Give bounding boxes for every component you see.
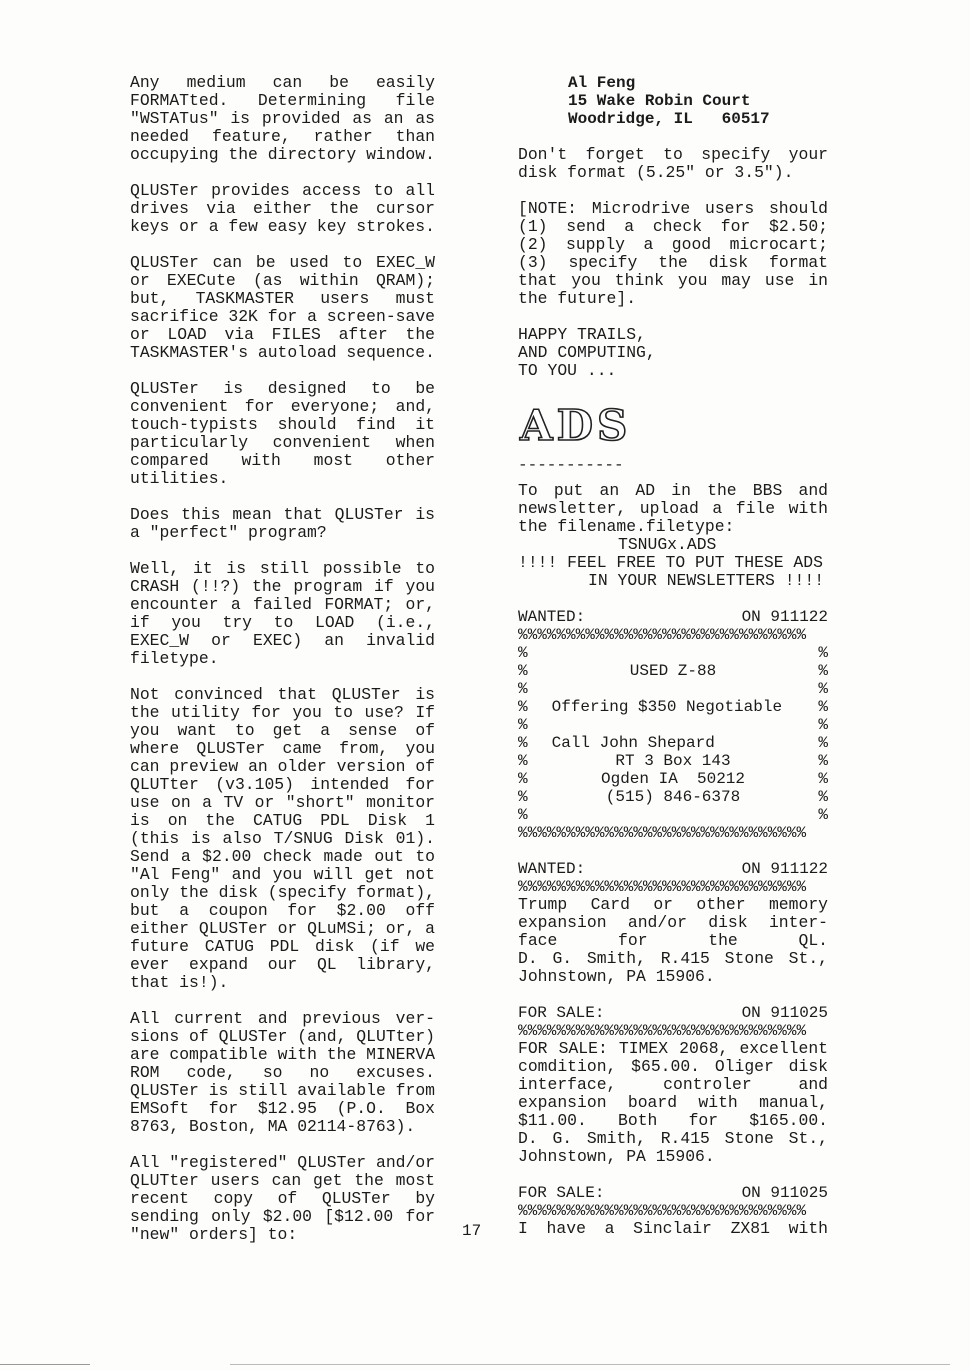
percent-mark: % — [518, 752, 528, 770]
text-line: newsletter, upload a file with — [518, 499, 828, 518]
text-line: Trump Card or other memory — [518, 895, 828, 914]
text-line: Johnstown, PA 15906. — [518, 1147, 715, 1166]
disk-format-note — [518, 146, 828, 182]
percent-mark: % — [818, 644, 828, 662]
text-line: "WSTATus" is provided as an as — [130, 109, 435, 128]
ad-box-row — [518, 752, 828, 770]
text-line: (1) send a check for $2.50; — [518, 217, 828, 236]
signoff-line: HAPPY TRAILS, — [518, 325, 646, 344]
article-paragraph — [130, 1010, 435, 1136]
text-line: Any medium can be easily — [130, 73, 435, 92]
text-line: CRASH (!!?) the program if you — [130, 577, 435, 596]
text-line: comdition, $65.00. Oliger disk — [518, 1057, 828, 1076]
text-line: the future]. — [518, 289, 637, 308]
signoff-line: TO YOU ... — [518, 361, 617, 380]
ad-header — [518, 1184, 828, 1202]
percent-mark: % — [818, 716, 828, 734]
article-paragraph — [130, 1154, 435, 1244]
ad-box-text: Ogden IA 50212 — [600, 770, 746, 788]
address-name: Al Feng — [568, 74, 636, 92]
text-line: D. G. Smith, R.415 Stone St., — [518, 949, 828, 968]
text-line: QLUSTer is designed to be — [130, 379, 435, 398]
article-paragraph — [130, 254, 435, 362]
text-line: All "registered" QLUSTer and/or — [130, 1153, 435, 1172]
ad-box — [518, 644, 828, 824]
text-line: ROM code, so no excuses. — [130, 1063, 435, 1082]
percent-mark: % — [818, 770, 828, 788]
text-line: QLUTter users can get the most — [130, 1171, 435, 1190]
ads-instructions — [518, 536, 828, 590]
right-column — [518, 74, 828, 1256]
scan-edge-mark — [0, 1364, 90, 1365]
percent-mark: % — [518, 770, 528, 788]
ad-for-sale-timex — [518, 1004, 828, 1166]
ad-header — [518, 1004, 828, 1022]
address-street: 15 Wake Robin Court — [568, 92, 751, 110]
ad-box-row — [518, 644, 828, 662]
text-line: expansion board with manual, — [518, 1093, 828, 1112]
scan-edge-mark — [230, 1364, 950, 1365]
text-line: the utility for you to use? If — [130, 703, 435, 722]
text-line: ever expand our QL library, — [130, 955, 435, 974]
text-line: you want to get a sense of — [130, 721, 435, 740]
text-line: if you try to LOAD (i.e., — [130, 613, 435, 632]
ad-box-row — [518, 788, 828, 806]
percent-border: %%%%%%%%%%%%%%%%%%%%%%%%%%%%%% — [518, 626, 807, 644]
text-line: All current and previous ver- — [130, 1009, 435, 1028]
percent-mark: % — [818, 680, 828, 698]
article-paragraph — [130, 686, 435, 992]
text-line: expansion and/or disk inter- — [518, 913, 828, 932]
text-line: particularly convenient when — [130, 433, 435, 452]
text-line: sacrifice 32K for a screen-save — [130, 307, 435, 326]
page-number: 17 — [462, 1222, 482, 1240]
microdrive-note — [518, 200, 828, 308]
ad-date: ON 911025 — [741, 1004, 828, 1022]
ad-label: FOR SALE: — [518, 1184, 605, 1202]
ad-box-text: USED Z-88 — [629, 662, 717, 680]
ads-intro — [518, 482, 828, 536]
ad-box-text: (515) 846-6378 — [605, 788, 741, 806]
text-line: but, TASKMASTER users must — [130, 289, 435, 308]
address-city: Woodridge, IL 60517 — [568, 110, 770, 128]
text-line: QLUSTer provides access to all — [130, 181, 435, 200]
text-line: "Al Feng" and you will get not — [130, 865, 435, 884]
text-line: Send a $2.00 check made out to — [130, 847, 435, 866]
ad-body — [518, 896, 828, 986]
ad-wanted-trump-card — [518, 860, 828, 986]
percent-mark: % — [818, 662, 828, 680]
percent-mark: % — [518, 806, 528, 824]
text-line: is on the CATUG PDL Disk 1 — [130, 811, 435, 830]
ad-label: FOR SALE: — [518, 1004, 605, 1022]
ad-box-row — [518, 662, 828, 680]
text-line: Johnstown, PA 15906. — [518, 967, 715, 986]
ad-body — [518, 1040, 828, 1166]
text-line: Not convinced that QLUSTer is — [130, 685, 435, 704]
text-line: (3) specify the disk format — [518, 253, 828, 272]
ad-for-sale-zx81 — [518, 1184, 828, 1238]
percent-mark: % — [518, 734, 528, 752]
percent-mark: % — [818, 698, 828, 716]
ad-label: WANTED: — [518, 608, 586, 626]
text-line: encounter a failed FORMAT; or, — [130, 595, 435, 614]
ad-box-row — [518, 770, 828, 788]
ad-body — [518, 1220, 828, 1238]
text-line: use on a TV or "short" monitor — [130, 793, 435, 812]
text-line: that you think you may use in — [518, 271, 828, 290]
text-line: that is!). — [130, 973, 229, 992]
text-line: only the disk (specify format), — [130, 883, 435, 902]
text-line: future CATUG PDL disk (if we — [130, 937, 435, 956]
ad-header — [518, 608, 828, 626]
ad-box-text: RT 3 Box 143 — [615, 752, 731, 770]
article-paragraph — [130, 506, 435, 542]
text-line: filetype. — [130, 649, 219, 668]
text-line: the filename.filetype: — [518, 517, 735, 536]
percent-mark: % — [818, 806, 828, 824]
text-line: QLUTter (v3.105) intended for — [130, 775, 435, 794]
article-paragraph — [130, 380, 435, 488]
text-line: keys or a few easy key strokes. — [130, 217, 435, 236]
ad-date: ON 911122 — [741, 860, 828, 878]
text-line: Don't forget to specify your — [518, 145, 828, 164]
ad-box-row — [518, 680, 828, 698]
text-line: disk format (5.25" or 3.5"). — [518, 163, 794, 182]
ad-box-text — [528, 680, 819, 698]
ad-label: WANTED: — [518, 860, 586, 878]
ad-box-row — [518, 734, 828, 752]
text-line: touch-typists should find it — [130, 415, 435, 434]
text-line: QLUSTer can be used to EXEC_W — [130, 253, 435, 272]
text-line: EMSoft for $12.95 (P.O. Box — [130, 1099, 435, 1118]
text-line: sions of QLUSTer (and, QLUTter) — [130, 1027, 435, 1046]
ads-filename: TSNUGx.ADS — [618, 535, 717, 554]
ad-box-text: Call John Shepard — [551, 734, 715, 752]
text-line: or LOAD via FILES after the — [130, 325, 435, 344]
text-line: recent copy of QLUSTer by — [130, 1189, 435, 1208]
percent-mark: % — [818, 734, 828, 752]
percent-mark: % — [818, 752, 828, 770]
text-line: D. G. Smith, R.415 Stone St., — [518, 1129, 828, 1148]
text-line: $11.00. Both for $165.00. — [518, 1111, 828, 1130]
text-line: FORMATted. Determining file — [130, 91, 435, 110]
text-line: To put an AD in the BBS and — [518, 481, 828, 500]
article-paragraph — [130, 182, 435, 236]
text-line: I have a Sinclair ZX81 with — [518, 1219, 828, 1238]
percent-border: %%%%%%%%%%%%%%%%%%%%%%%%%%%%%% — [518, 1022, 807, 1040]
ad-box-text: Offering $350 Negotiable — [551, 698, 783, 716]
percent-mark: % — [518, 680, 528, 698]
text-line: 8763, Boston, MA 02114-8763). — [130, 1117, 416, 1136]
text-line: [NOTE: Microdrive users should — [518, 199, 828, 218]
text-line: FOR SALE: TIMEX 2068, excellent — [518, 1039, 828, 1058]
text-line: interface, controler and — [518, 1075, 828, 1094]
text-line: utilities. — [130, 469, 229, 488]
text-line: convenient for everyone; and, — [130, 397, 435, 416]
percent-mark: % — [818, 788, 828, 806]
percent-mark: % — [518, 644, 528, 662]
text-line: TASKMASTER's autoload sequence. — [130, 343, 435, 362]
text-line: QLUSTer is still available from — [130, 1081, 435, 1100]
text-line: needed feature, rather than — [130, 127, 435, 146]
text-line: Well, it is still possible to — [130, 559, 435, 578]
text-line: (this is also T/SNUG Disk 01). — [130, 829, 435, 848]
text-line: compared with most other — [130, 451, 435, 470]
ads-heading: ADS — [520, 401, 632, 450]
ad-box-text — [528, 644, 819, 662]
ad-box-text — [528, 716, 819, 734]
percent-mark: % — [518, 716, 528, 734]
text-line: are compatible with the MINERVA — [130, 1045, 435, 1064]
ads-free-line: !!!! FEEL FREE TO PUT THESE ADS — [518, 553, 823, 572]
signoff-line: AND COMPUTING, — [518, 343, 656, 362]
text-line: occupying the directory window. — [130, 145, 435, 164]
text-line: (2) supply a good microcart; — [518, 235, 828, 254]
ad-date: ON 911025 — [741, 1184, 828, 1202]
text-line: sending only $2.00 [$12.00 for — [130, 1207, 435, 1226]
ad-box-text — [528, 806, 819, 824]
ad-box-row — [518, 716, 828, 734]
ads-free-line: IN YOUR NEWSLETTERS !!!! — [588, 571, 825, 590]
text-line: a "perfect" program? — [130, 523, 327, 542]
article-paragraph — [130, 74, 435, 164]
percent-border: %%%%%%%%%%%%%%%%%%%%%%%%%%%%%% — [518, 878, 807, 896]
text-line: EXEC_W or EXEC) an invalid — [130, 631, 435, 650]
left-column — [130, 74, 435, 1262]
ads-divider: ----------- — [518, 456, 624, 474]
text-line: can preview an older version of — [130, 757, 435, 776]
text-line: or EXECute (as within QRAM); — [130, 271, 435, 290]
ad-box-row — [518, 806, 828, 824]
text-line: but a coupon for $2.00 off — [130, 901, 435, 920]
text-line: "new" orders] to: — [130, 1225, 298, 1244]
text-line: drives via either the cursor — [130, 199, 435, 218]
ad-wanted-z88 — [518, 608, 828, 842]
ad-date: ON 911122 — [741, 608, 828, 626]
text-line: face for the QL. — [518, 931, 828, 950]
article-paragraph — [130, 560, 435, 668]
mailing-address — [568, 74, 828, 128]
ad-box-row — [518, 698, 828, 716]
percent-mark: % — [518, 788, 528, 806]
percent-border: %%%%%%%%%%%%%%%%%%%%%%%%%%%%%% — [518, 1202, 807, 1220]
signoff — [518, 326, 828, 380]
percent-mark: % — [518, 662, 528, 680]
ad-header — [518, 860, 828, 878]
percent-border: %%%%%%%%%%%%%%%%%%%%%%%%%%%%%% — [518, 824, 807, 842]
percent-mark: % — [518, 698, 528, 716]
text-line: either QLUSTer or QLuMSi; or, a — [130, 919, 435, 938]
text-line: where QLUSTer came from, you — [130, 739, 435, 758]
text-line: Does this mean that QLUSTer is — [130, 505, 435, 524]
